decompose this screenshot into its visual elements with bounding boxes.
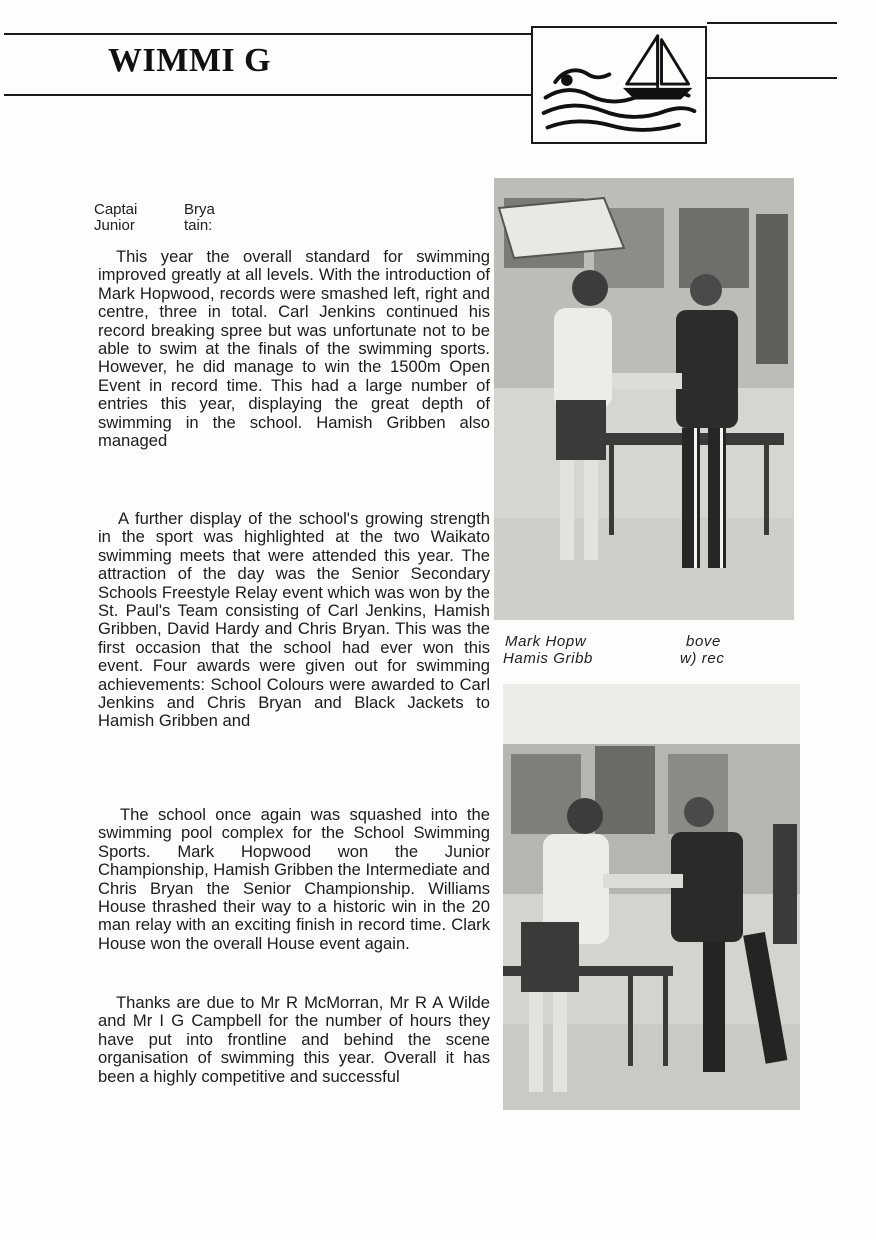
photo-caption-left-line-1: Mark Hopw: [505, 633, 587, 650]
article-paragraph-3: The school once again was squashed into the swimming pool complex for the School Swimming Sports. Mark Hopwood won the Junior Championship, Hamish Gribben the Intermediate and Chris Bryan the Senior Championship. Williams House thrashed their way to a historic win in the 20 man relay with an exciting finish in record time. Clark House won the overall House event again.: [98, 805, 491, 953]
page-title: WIMMI G: [108, 42, 272, 79]
junior-label: Junior: [94, 217, 135, 234]
junior-name: tain:: [184, 217, 213, 234]
captain-label: Captai: [94, 201, 138, 218]
photo-caption-left-line-2: Hamis Gribb: [503, 650, 593, 667]
article-paragraph-1: This year the overall standard for swimming improved greatly at all levels. With the introduction of Mark Hopwood, records were smashed left, right and centre, three in total. Carl Jenkins continued his record breaking spree but was unfortunate not to be able to swim at the finals of the swimming sports. However, he did manage to win the 1500m Open Event in record time. This had a large number of entries this year, displaying the great depth of swimming in the school. Hamish Gribben also managed: [98, 247, 490, 451]
header-bottom-rule-right: [707, 77, 837, 79]
captain-name: Brya: [184, 201, 215, 218]
header-bottom-rule: [4, 94, 531, 96]
article-paragraph-2: A further display of the school's growing strength in the sport was highlighted at the two Waikato swimming meets that were attended this year. The attraction of the day was the Senior Secondary Schools Freestyle Relay event which was won by the St. Paul's Team consisting of Carl Jenkins, Hamish Gribben, David Hardy and Chris Bryan. This was the first occasion that the school had ever won this event. Four awards were given out for swimming achievements: School Colours were awarded to Carl Jenkins and Chris Bryan and Black Jackets to Hamish Gribben and: [98, 509, 490, 731]
photo-caption-right-line-2: w) rec: [680, 650, 725, 667]
photo-bottom: [503, 684, 800, 1110]
photo-top: [494, 178, 794, 620]
article-paragraph-4: Thanks are due to Mr R McMorran, Mr R A Wilde and Mr I G Campbell for the number of hours they have put into frontline and behind the scene organisation of swimming this year. Overall it has been a highly competitive and successful: [98, 993, 490, 1086]
prize-giving-photo-bottom: [503, 684, 800, 1110]
swimmer-and-sailboat-icon: [533, 28, 705, 142]
photo-caption-right-line-1: bove: [686, 633, 721, 650]
header-top-rule: [4, 33, 531, 35]
prize-giving-photo-top: [494, 178, 794, 620]
swimming-logo: [531, 26, 707, 144]
header-top-rule-right: [707, 22, 837, 24]
